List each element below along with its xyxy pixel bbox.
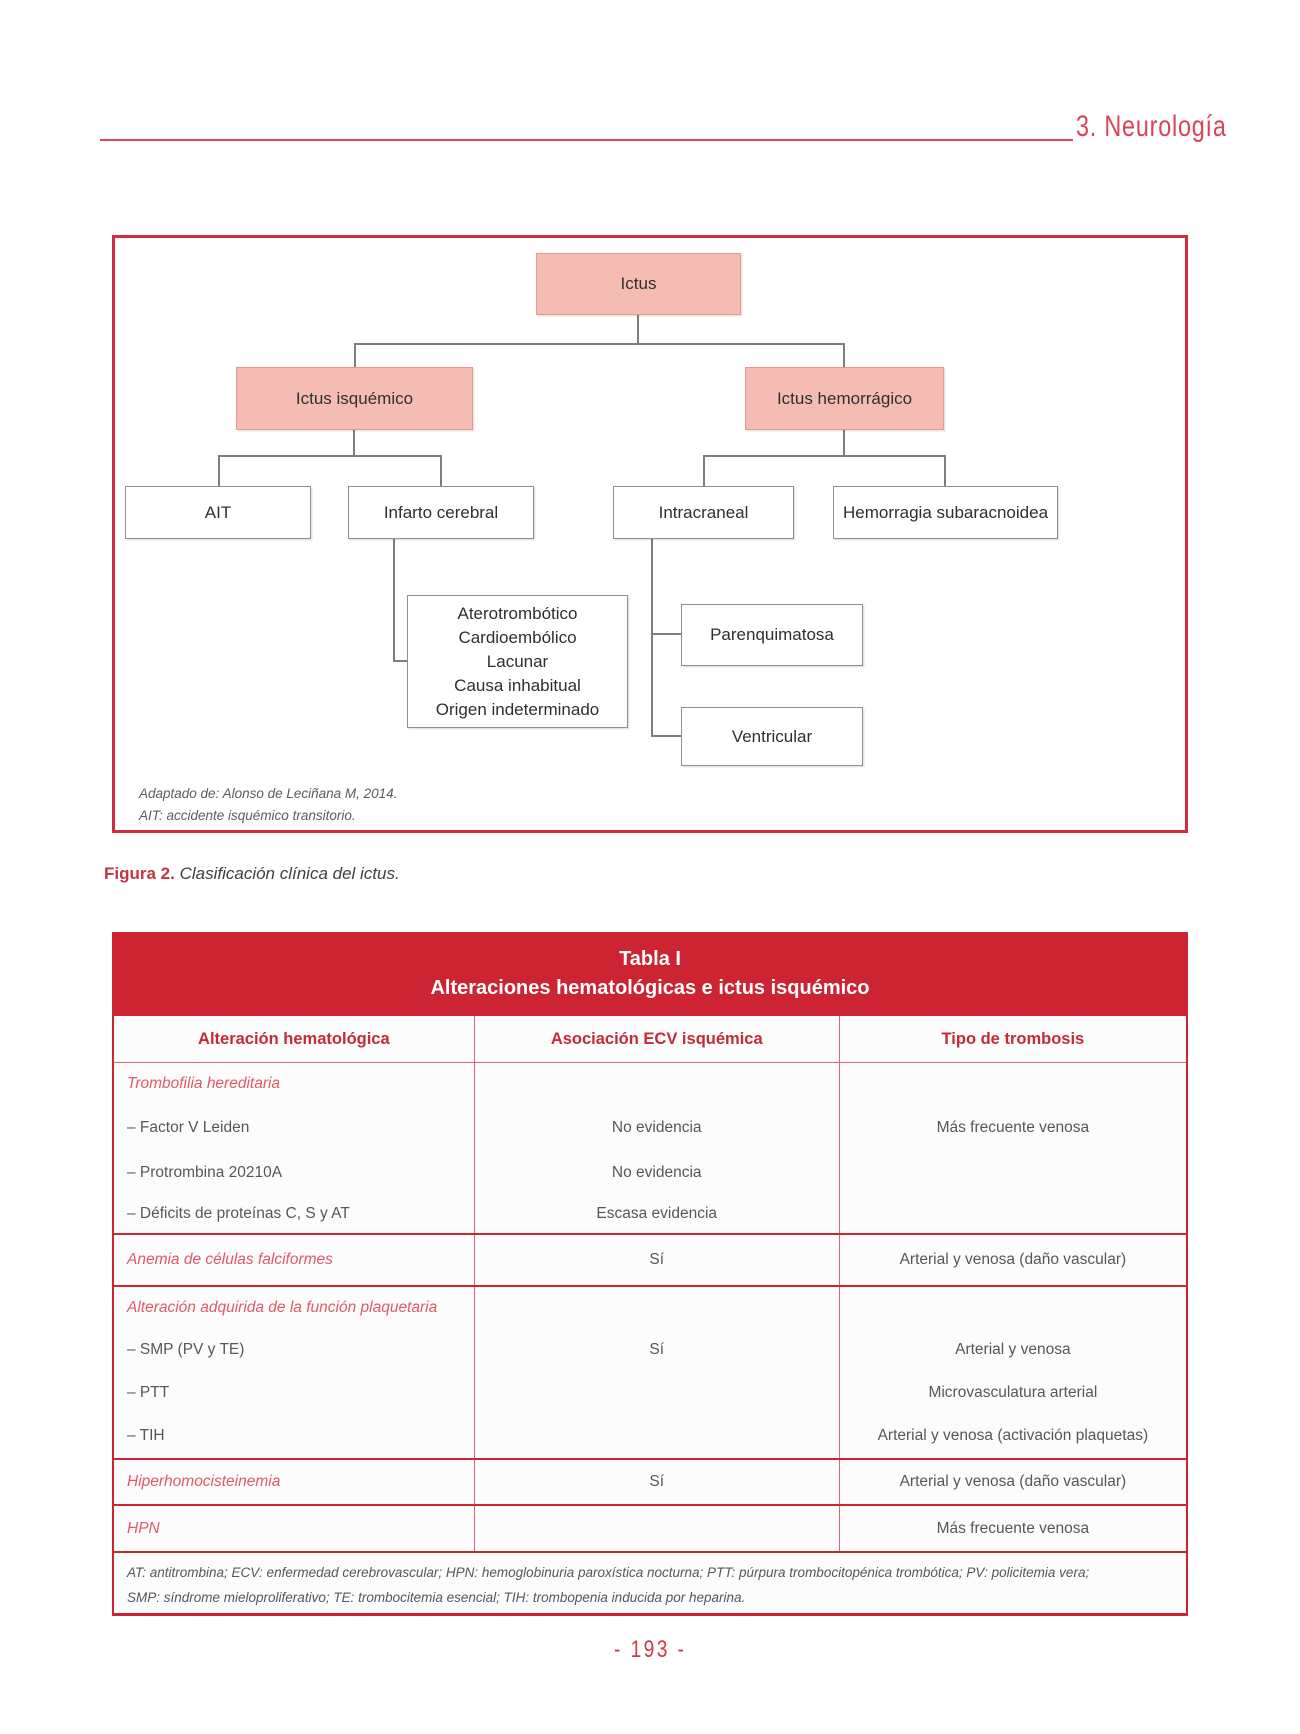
table-title-band [114, 934, 1186, 1016]
subtipo-item: Aterotrombótico [457, 603, 578, 623]
node-ventricular: Ventricular [681, 707, 863, 766]
table-row [114, 1063, 1186, 1105]
subtipo-item: Origen indeterminado [435, 699, 600, 719]
cell-asociacion: Escasa evidencia [475, 1195, 840, 1233]
subtipo-item: Cardioembólico [458, 627, 577, 647]
connector-line [637, 315, 639, 343]
table-row [114, 1233, 1186, 1285]
connector-line [354, 343, 845, 345]
connector-line [354, 343, 356, 367]
cell-asociacion: Sí [475, 1235, 840, 1285]
node-ictus-isquemico: Ictus isquémico [236, 367, 473, 430]
node-intracraneal: Intracraneal [613, 486, 794, 539]
table-row [114, 1151, 1186, 1195]
cell-alteracion: Anemia de células falciformes [114, 1235, 475, 1285]
cell-trombosis [840, 1151, 1186, 1195]
connector-line [944, 455, 946, 486]
cell-alteracion: – Factor V Leiden [114, 1105, 475, 1151]
cell-asociacion [475, 1371, 840, 1414]
cell-trombosis: Microvasculatura arterial [928, 1383, 1098, 1401]
table-1 [112, 932, 1188, 1616]
cell-asociacion [475, 1063, 840, 1105]
connector-line [651, 539, 653, 737]
table-footnote-line: SMP: síndrome mieloproliferativo; TE: trombocitemia esencial; TIH: trombopenia inducida por heparina. [127, 1590, 746, 1605]
table-row [114, 1105, 1186, 1151]
subtipo-item: Lacunar [486, 651, 549, 671]
cell-alteracion: – Protrombina 20210A [114, 1151, 475, 1195]
table-row [114, 1458, 1186, 1504]
table-row [114, 1371, 1186, 1414]
cell-asociacion [475, 1506, 840, 1551]
cell-alteracion: – Déficits de proteínas C, S y AT [114, 1195, 475, 1233]
table-subtitle: Alteraciones hematológicas e ictus isquémico [430, 977, 870, 999]
connector-line [393, 660, 407, 662]
table-footnote [114, 1551, 1186, 1613]
column-header-alteracion: Alteración hematológica [114, 1016, 475, 1062]
cell-alteracion: HPN [114, 1506, 475, 1551]
cell-trombosis: Más frecuente venosa [936, 1519, 1090, 1537]
connector-line [651, 633, 681, 635]
node-ictus-hemorragico: Ictus hemorrágico [745, 367, 944, 430]
cell-asociacion: Sí [475, 1460, 840, 1504]
cell-alteracion: Trombofilia hereditaria [114, 1063, 475, 1105]
cell-alteracion: – SMP (PV y TE) [114, 1329, 475, 1371]
figure-caption-text: Clasificación clínica del ictus. [174, 864, 400, 883]
cell-trombosis [840, 1195, 1186, 1233]
cell-asociacion [475, 1287, 840, 1329]
connector-line [440, 455, 442, 486]
cell-asociacion [475, 1414, 840, 1458]
column-header-trombosis: Tipo de trombosis [941, 1029, 1085, 1048]
node-hemorragia-subaracnoidea: Hemorragia subaracnoidea [833, 486, 1058, 539]
node-parenquimatosa: Parenquimatosa [681, 604, 863, 666]
cell-asociacion: Sí [475, 1329, 840, 1371]
connector-line [703, 455, 705, 486]
node-subtipos-infarto [407, 595, 628, 728]
cell-trombosis: Arterial y venosa (daño vascular) [899, 1473, 1127, 1490]
connector-line [218, 455, 442, 457]
cell-alteracion: – TIH [114, 1414, 475, 1458]
subtipo-item: Causa inhabitual [454, 675, 581, 695]
figure-note-ait: AIT: accidente isquémico transitorio. [139, 808, 356, 823]
page-number-text: - 193 - [613, 1636, 687, 1663]
table-row [114, 1285, 1186, 1329]
chapter-heading: 3. Neurología [1076, 110, 1227, 143]
connector-line [353, 430, 355, 455]
connector-line [843, 343, 845, 367]
cell-trombosis: Arterial y venosa [955, 1341, 1071, 1358]
table-row [114, 1195, 1186, 1233]
cell-alteracion: Hiperhomocisteinemia [114, 1460, 475, 1504]
cell-asociacion: No evidencia [475, 1151, 840, 1195]
connector-line [393, 539, 395, 662]
cell-trombosis: Arterial y venosa (activación plaquetas) [877, 1427, 1149, 1444]
connector-line [651, 735, 681, 737]
column-header-asociacion: Asociación ECV isquémica [475, 1016, 840, 1062]
cell-asociacion: No evidencia [475, 1105, 840, 1151]
table-row [114, 1414, 1186, 1458]
figure-notes [139, 783, 397, 827]
figure-caption-label: Figura 2. [104, 864, 175, 883]
node-ait: AIT [125, 486, 311, 539]
node-infarto-cerebral: Infarto cerebral [348, 486, 534, 539]
header-rule [100, 139, 1073, 141]
cell-trombosis: Más frecuente venosa [936, 1119, 1090, 1136]
cell-alteracion: – PTT [114, 1371, 475, 1414]
figure-2-diagram [112, 235, 1188, 833]
figure-note-adapted: Adaptado de: Alonso de Leciñana M, 2014. [139, 786, 398, 801]
cell-trombosis [840, 1063, 1186, 1105]
table-row [114, 1504, 1186, 1551]
connector-line [703, 455, 946, 457]
figure-caption [104, 864, 400, 884]
table-title: Tabla I [619, 948, 681, 970]
table-footnote-line: AT: antitrombina; ECV: enfermedad cerebrovascular; HPN: hemoglobinuria paroxística nocturna; PTT: púrpura trombocitopénica trombótica; PV: policitemia vera; [127, 1565, 1090, 1580]
cell-trombosis: Arterial y venosa (daño vascular) [899, 1251, 1127, 1268]
page-number [0, 1636, 1300, 1664]
table-row [114, 1329, 1186, 1371]
cell-trombosis [840, 1287, 1186, 1329]
node-ictus: Ictus [536, 253, 741, 315]
connector-line [843, 430, 845, 455]
table-column-headers [114, 1016, 1186, 1063]
cell-alteracion: Alteración adquirida de la función plaquetaria [114, 1287, 475, 1329]
connector-line [218, 455, 220, 486]
